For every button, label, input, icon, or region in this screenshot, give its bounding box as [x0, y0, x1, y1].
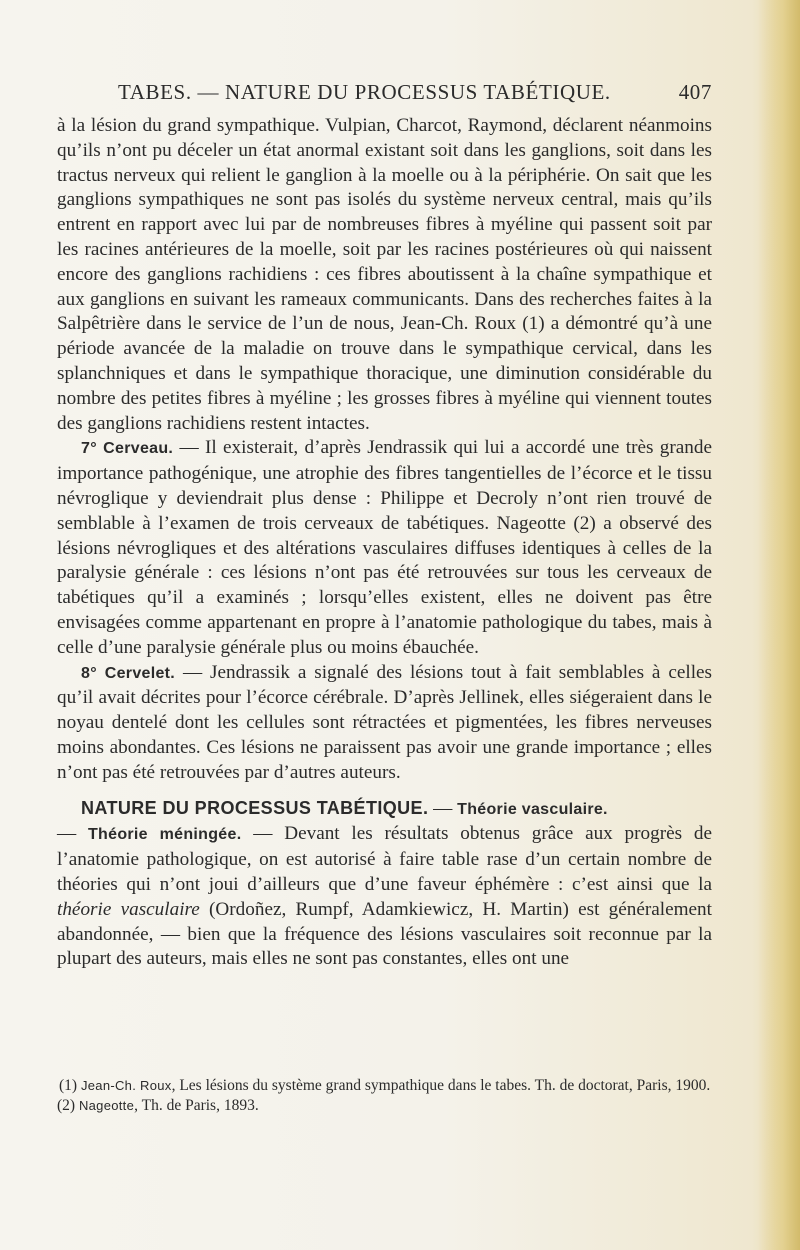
paragraph-nature-text-b: (Ordoñez, Rumpf, Adamkiewicz, H. Martin) est généralement abandonnée, — bien que la fréquence des lésions vasculaires soit reconnue par la plupart des auteurs, mais elles ne sont pas constantes, elles ont une [57, 898, 712, 970]
footnote-1 [57, 1076, 712, 1096]
page-edge-shadow [758, 0, 800, 1250]
section-heading: NATURE DU PROCESSUS TABÉTIQUE. [81, 797, 429, 818]
page-header [118, 80, 712, 108]
section-label-cerveau: 7° Cerveau. [81, 440, 174, 458]
paragraph-cerveau [57, 436, 712, 660]
footnote-1-number: (1) [59, 1077, 78, 1094]
italic-term: théorie vasculaire [57, 898, 200, 920]
section-label-cervelet: 8° Cervelet. [81, 664, 176, 682]
subheading-vasculaire: Théorie vasculaire. [457, 800, 608, 818]
footnote-2-number: (2) [57, 1097, 76, 1114]
footnote-1-text: , Les lésions du système grand sympathique dans le tabes. Th. de doctorat, Paris, 1900. [171, 1077, 711, 1094]
paragraph-grand-sympathique: à la lésion du grand sympathique. Vulpian, Charcot, Raymond, déclarent néanmoins qu’ils n’ont pu déceler un état anormal existant soit dans les ganglions, soit dans les tractus nerveux qui relient le ganglion à la moelle ou à la périphérie. On sait que les ganglions sympathiques ne sont pas isolés du système nerveux central, mais qu’ils entrent en rapport avec lui par de nombreuses fibres à myéline qui passent soit par les racines antérieures de la moelle, soit par les racines postérieures où qui naissent encore des ganglions rachidiens : ces fibres aboutissent à la chaîne sympathique et aux ganglions en suivant les rameaux communicants. Dans des recherches faites à la Salpêtrière dans le service de l’un de nous, Jean-Ch. Roux (1) a démontré qu’à une période avancée de la maladie on trouve dans le sympathique cervical, dans les splanchniques et dans le sympathique thoracique, une diminution considérable du nombre des petites fibres à myéline ; les grosses fibres à myéline qui viennent toutes des ganglions rachidiens restent intactes. [57, 115, 712, 434]
heading-spacer [57, 786, 712, 796]
footnotes [57, 1076, 712, 1116]
paragraph-cervelet-text: — Jendrassik a signalé des lésions tout à fait semblables à celles qu’il avait décrites pour l’écorce cérébrale. D’après Jellinek, elles siégeraient dans le noyau dentelé dont les cellules sont rétractées et pigmentées, les fibres nerveuses moins abondantes. Ces lésions ne paraissent pas avoir une grande importance ; elles n’ont pas été retrouvées par d’autres auteurs. [57, 661, 713, 783]
footnote-2-text: , Th. de Paris, 1893. [134, 1097, 259, 1114]
paragraph-nature-processus: NATURE DU PROCESSUS TABÉTIQUE. — Théorie vasculaire. — Théorie méningée. — Devant les résultats obtenus grâce aux progrès de l’anatomie pathologique, on est autorisé à faire table rase d’un certain nombre de théories qui n’ont joui d’ailleurs que d’une faveur éphémère : c’est ainsi que la théorie vasculaire (Ordoñez, Rumpf, Adamkiewicz, H. Martin) est généralement abandonnée, — bien que la fréquence des lésions vasculaires soit reconnue par la plupart des auteurs, mais elles ne sont pas constantes, elles ont une [57, 797, 713, 970]
page-number: 407 [678, 80, 712, 104]
footnote-1-author: Jean-Ch. Roux [80, 1078, 172, 1093]
footnote-2-author: Nageotte [78, 1098, 135, 1113]
paragraph-cervelet [57, 661, 712, 786]
body-text [57, 114, 712, 972]
running-title: TABES. — NATURE DU PROCESSUS TABÉTIQUE. [118, 80, 611, 104]
paragraph-nature-text-a: — Devant les résultats obtenus grâce aux progrès de l’anatomie pathologique, on est autorisé à faire table rase d’un certain nombre de théories qui n’ont joui d’ailleurs que d’une faveur éphémère : c’est ainsi que la [57, 823, 713, 895]
subheading-meningee: Théorie méningée. [87, 826, 242, 844]
paragraph-cerveau-text: — Il existerait, d’après Jendrassik qui lui a accordé une très grande importance pathogénique, une atrophie des fibres tangentielles de l’écorce et le tissu névroglique y deviendrait plus dense : Philippe et Decroly n’ont rien trouvé de semblable à l’examen de trois cerveaux de tabétiques. Nageotte (2) a observé des lésions névrogliques et des altérations vasculaires diffuses identiques à celles de la paralysie générale : ces lésions n’ont pas été retrouvées sur tous les cerveaux de tabétiques qu’il a examinés ; lorsqu’elles existent, elles ne doivent pas être envisagées comme appartenant en propre à l’anatomie pathologique du tabes, mais à celle d’une paralysie générale plus ou moins ébauchée. [57, 437, 712, 658]
footnote-2 [57, 1096, 712, 1116]
